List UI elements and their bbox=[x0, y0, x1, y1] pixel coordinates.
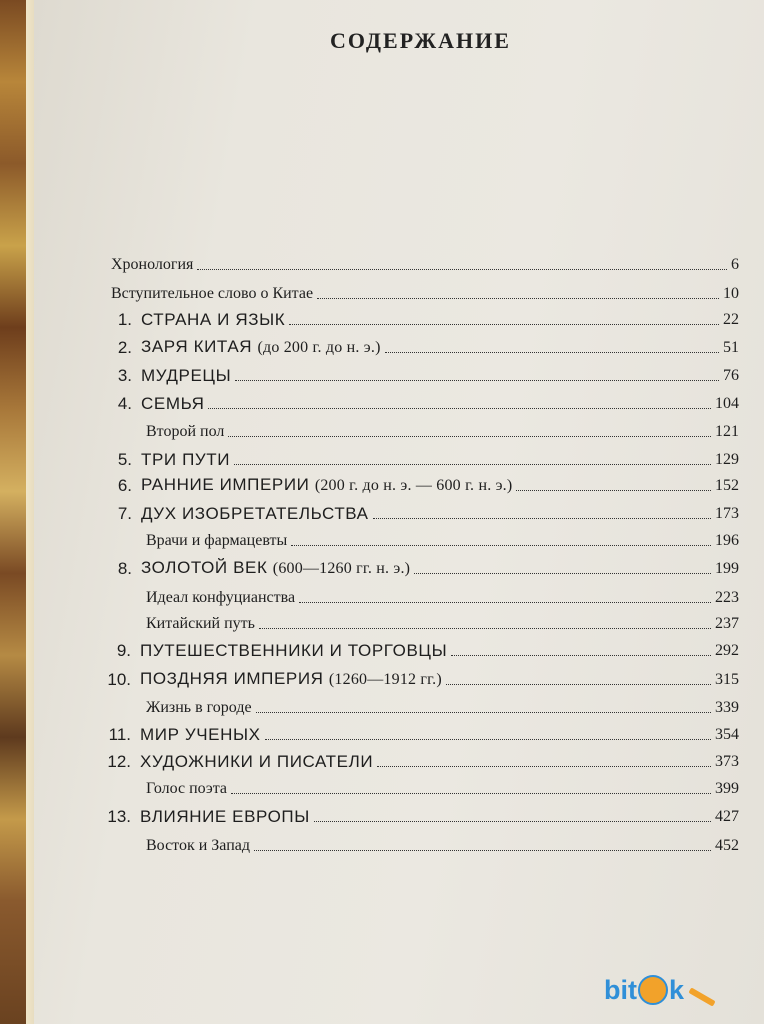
watermark-text-prefix: bit bbox=[604, 974, 637, 1005]
toc-entry-label: Второй пол bbox=[146, 423, 225, 440]
dot-leader bbox=[314, 821, 711, 822]
dot-leader bbox=[377, 766, 711, 767]
toc-entry bbox=[104, 306, 739, 330]
toc-entry-title bbox=[146, 531, 287, 551]
toc-entry-title bbox=[140, 807, 310, 827]
page-number: 315 bbox=[715, 671, 739, 688]
dot-leader bbox=[446, 684, 711, 685]
dot-leader bbox=[256, 712, 711, 713]
dot-leader bbox=[516, 490, 711, 491]
page-number: 51 bbox=[723, 339, 739, 356]
chapter-number: 6. bbox=[117, 476, 132, 495]
toc-entry bbox=[111, 251, 739, 275]
page-number: 196 bbox=[715, 532, 739, 549]
toc-entry-label: Хронология bbox=[111, 256, 194, 273]
toc-entry-label: ДУХ ИЗОБРЕТАТЕЛЬСТВА bbox=[141, 504, 369, 523]
watermark-text-suffix: k bbox=[669, 974, 685, 1005]
toc-entry bbox=[103, 721, 739, 745]
toc-entry-label: ВЛИЯНИЕ ЕВРОПЫ bbox=[140, 807, 310, 826]
toc-entry-label: Идеал конфуцианства bbox=[146, 589, 296, 606]
toc-entry bbox=[104, 334, 739, 358]
toc-entry-label: Восток и Запад bbox=[146, 837, 250, 854]
chapter-number: 5. bbox=[117, 450, 132, 469]
page-number: 22 bbox=[723, 311, 739, 328]
dot-leader bbox=[235, 380, 719, 381]
page-number: 173 bbox=[715, 505, 739, 522]
chapter-number: 3. bbox=[117, 366, 132, 385]
page-number: 129 bbox=[715, 451, 739, 468]
page-title: СОДЕРЖАНИЕ bbox=[330, 28, 511, 53]
toc-entry-label: МИР УЧЕНЫХ bbox=[140, 725, 261, 744]
chapter-number: 12. bbox=[107, 752, 131, 771]
toc-entry-title bbox=[141, 394, 204, 414]
toc-entry-label: Жизнь в городе bbox=[146, 699, 252, 716]
page-number: 354 bbox=[715, 726, 739, 743]
toc-entry bbox=[104, 555, 739, 579]
toc-entry bbox=[104, 362, 739, 386]
toc-entry-title bbox=[141, 310, 285, 330]
toc-entry-title bbox=[111, 284, 313, 304]
page-number: 121 bbox=[715, 423, 739, 440]
page-number: 373 bbox=[715, 753, 739, 770]
toc-entry-label: СЕМЬЯ bbox=[141, 394, 205, 413]
chapter-number: 4. bbox=[117, 394, 132, 413]
chapter-number: 13. bbox=[107, 807, 131, 826]
chapter-number: 11. bbox=[108, 725, 131, 744]
toc-entry-period: (1260—1912 гг.) bbox=[328, 671, 442, 688]
page-number: 427 bbox=[715, 808, 739, 825]
page-number: 104 bbox=[715, 395, 739, 412]
toc-entry-title bbox=[140, 641, 447, 661]
dot-leader bbox=[299, 602, 711, 603]
dot-leader bbox=[451, 655, 711, 656]
hammer-icon bbox=[688, 987, 715, 1006]
toc-entry bbox=[104, 500, 739, 524]
toc-entry-title bbox=[146, 698, 252, 718]
toc-entry-label: ПУТЕШЕСТВЕННИКИ И ТОРГОВЦЫ bbox=[140, 641, 448, 660]
toc-entry-label: Китайский путь bbox=[146, 615, 255, 632]
toc-entry-label: РАННИЕ ИМПЕРИИ bbox=[141, 475, 310, 494]
toc-entry-title bbox=[111, 255, 193, 275]
page-number: 223 bbox=[715, 589, 739, 606]
toc-entry bbox=[104, 446, 739, 470]
watermark-logo bbox=[604, 974, 716, 1006]
toc-entry-title bbox=[146, 614, 255, 634]
toc-entry bbox=[146, 418, 739, 442]
toc-entry-period: (600—1260 гг. н. э.) bbox=[272, 560, 411, 577]
toc-entry-label: Врачи и фармацевты bbox=[146, 532, 288, 549]
dot-leader bbox=[265, 739, 711, 740]
toc-entry-title bbox=[140, 669, 442, 690]
toc-entry-label: МУДРЕЦЫ bbox=[141, 366, 232, 385]
toc-entry-title bbox=[140, 725, 261, 745]
dot-leader bbox=[228, 436, 711, 437]
toc-entry bbox=[103, 637, 739, 661]
toc-entry-period: (до 200 г. до н. э.) bbox=[257, 339, 381, 356]
toc-entry-title bbox=[140, 752, 373, 772]
page-number: 6 bbox=[731, 256, 739, 273]
toc-entry bbox=[146, 610, 739, 634]
toc-entry-title bbox=[141, 475, 512, 496]
toc-entry-title bbox=[146, 779, 227, 799]
dot-leader bbox=[197, 269, 727, 270]
page-number: 10 bbox=[723, 285, 739, 302]
logo-badge-icon bbox=[638, 975, 668, 1005]
toc-entry-label: Вступительное слово о Китае bbox=[111, 285, 314, 302]
dot-leader bbox=[385, 352, 719, 353]
toc-entry-label: ТРИ ПУТИ bbox=[141, 450, 231, 469]
toc-entry-title bbox=[141, 450, 230, 470]
toc-entry-label: ЗОЛОТОЙ ВЕК bbox=[141, 558, 268, 577]
toc-entry-label: СТРАНА И ЯЗЫК bbox=[141, 310, 286, 329]
dot-leader bbox=[373, 518, 711, 519]
toc-entry-title bbox=[141, 558, 410, 579]
toc-entry bbox=[103, 666, 739, 690]
dot-leader bbox=[234, 464, 711, 465]
toc-entry bbox=[103, 748, 739, 772]
page-number: 452 bbox=[715, 837, 739, 854]
toc-entry-title bbox=[146, 836, 250, 856]
toc-entry bbox=[146, 775, 739, 799]
toc-entry bbox=[104, 472, 739, 496]
page-number: 199 bbox=[715, 560, 739, 577]
page-number: 339 bbox=[715, 699, 739, 716]
dot-leader bbox=[317, 298, 719, 299]
dot-leader bbox=[289, 324, 719, 325]
toc-entry-label: Голос поэта bbox=[146, 780, 228, 797]
page-number: 237 bbox=[715, 615, 739, 632]
page-number: 399 bbox=[715, 780, 739, 797]
toc-entry-label: ЗАРЯ КИТАЯ bbox=[141, 337, 253, 356]
dot-leader bbox=[231, 793, 711, 794]
chapter-number: 2. bbox=[117, 338, 132, 357]
dot-leader bbox=[414, 573, 711, 574]
toc-entry-title bbox=[146, 588, 295, 608]
chapter-number: 10. bbox=[107, 670, 131, 689]
toc-entry bbox=[103, 803, 739, 827]
toc-entry bbox=[104, 390, 739, 414]
page-number: 152 bbox=[715, 477, 739, 494]
toc-entry bbox=[146, 832, 739, 856]
toc-entry-title bbox=[141, 504, 369, 524]
toc-entry-label: ХУДОЖНИКИ И ПИСАТЕЛИ bbox=[140, 752, 374, 771]
dot-leader bbox=[208, 408, 711, 409]
chapter-number: 8. bbox=[117, 559, 132, 578]
toc-entry-period: (200 г. до н. э. — 600 г. н. э.) bbox=[314, 477, 513, 494]
dot-leader bbox=[291, 545, 711, 546]
dot-leader bbox=[254, 850, 711, 851]
toc-entry bbox=[146, 694, 739, 718]
page-number: 292 bbox=[715, 642, 739, 659]
toc-entry bbox=[146, 584, 739, 608]
chapter-number: 9. bbox=[116, 641, 131, 660]
toc-entry-title bbox=[141, 366, 231, 386]
toc-entry-title bbox=[141, 337, 381, 358]
toc-entry-label: ПОЗДНЯЯ ИМПЕРИЯ bbox=[140, 669, 324, 688]
dot-leader bbox=[259, 628, 711, 629]
chapter-number: 7. bbox=[117, 504, 132, 523]
toc-entry bbox=[146, 527, 739, 551]
chapter-number: 1. bbox=[117, 310, 132, 329]
toc-entry bbox=[111, 280, 739, 304]
page-number: 76 bbox=[723, 367, 739, 384]
toc-entry-title bbox=[146, 422, 224, 442]
